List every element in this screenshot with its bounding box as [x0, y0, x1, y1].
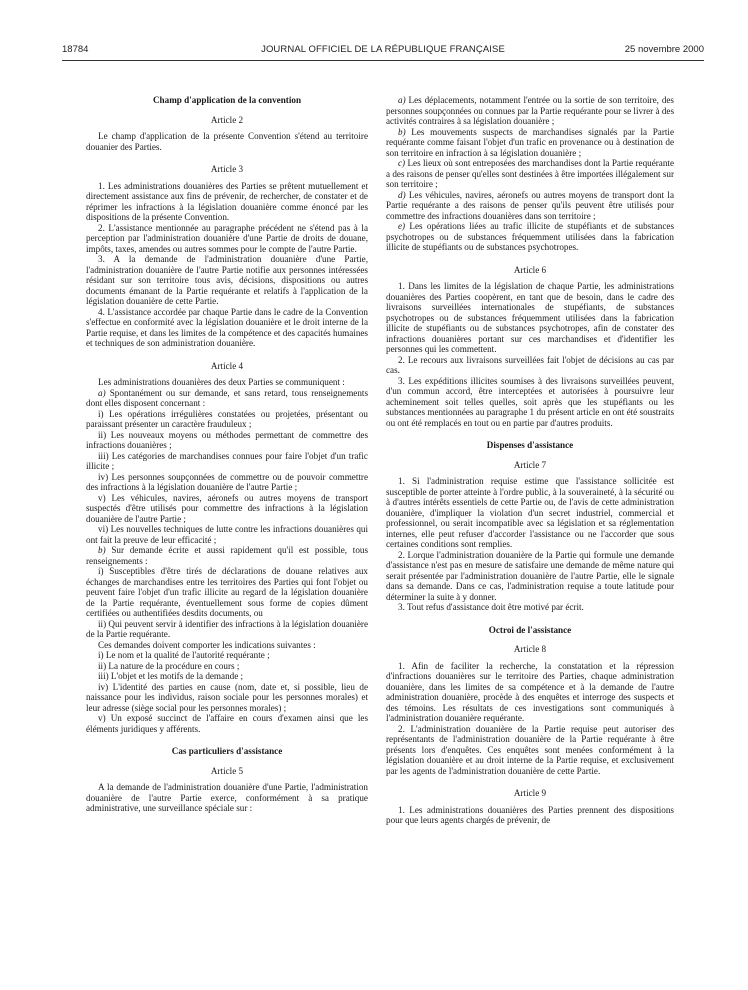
section-heading: Champ d'application de la convention: [152, 95, 302, 105]
paragraph: 1. Afin de faciliter la recherche, la constatation et la répression d'infractions douanières sur le territoire des Parties, chaque administration douanière, dans les limites de sa compétence et à la demande de l'autre administration douanière, procède à des enquêtes et interroge des suspects et des témoins. Les résultats de ces investigations sont communiqués à l'administration douanière requérante.: [386, 660, 674, 723]
item-letter: a): [398, 95, 406, 105]
item-text: Les véhicules, navires, aéronefs ou autres moyens de transport dont la Partie requérante a des raisons de penser qu'ils peuvent être utilisés pour commettre des infractions douanières dans son territoire ;: [386, 189, 674, 221]
item-letter: c): [398, 158, 406, 168]
list-item: ii) Qui peuvent servir à identifier des infractions à la législation douanière de la Partie requérante.: [86, 618, 368, 639]
article-heading: Article 6: [513, 264, 547, 275]
paragraph: 3. Tout refus d'assistance doit être motivé par écrit.: [398, 602, 584, 612]
list-item: ii) La nature de la procédure en cours ;: [98, 660, 240, 671]
paragraph: 3. A la demande de l'administration douanière d'une Partie, l'administration douanière de l'autre Partie notifie aux personnes intéressées résidant sur son territoire tous avis, décisions, dispositions ou autres documents émanant de la Partie requérante et relatifs à l'application de la législation douanière de cette Partie.: [86, 254, 368, 306]
paragraph: 3. Les expéditions illicites soumises à des livraisons surveillées peuvent, d'un commun accord, être interceptées et autorisées à poursuivre leur acheminement soit telles quelles, soit après que les stupéfiants ou les substances mentionnées au paragraphe 1 du présent article en ont été soustraits ou ont été remplacés en tout ou en partie par d'autres produits.: [386, 375, 674, 428]
list-item: iii) Les catégories de marchandises connues pour faire l'objet d'un trafic illicite ;: [86, 450, 368, 471]
list-item: iii) L'objet et les motifs de la demande ;: [98, 671, 244, 681]
list-item: [386, 95, 674, 127]
section-heading: Dispenses d'assistance: [486, 440, 574, 450]
list-item: [386, 190, 674, 222]
paragraph: Ces demandes doivent comporter les indications suivantes :: [98, 639, 316, 650]
article-heading: Article 7: [513, 459, 547, 470]
paragraph: 2. Le recours aux livraisons surveillées fait l'objet de décisions au cas par cas.: [386, 354, 674, 375]
list-item: i) Susceptibles d'être tirés de déclarations de douane relatives aux échanges de marchandises entre les territoires des Parties qui font l'objet ou peuvent faire l'objet d'un trafic illicite au regard de la législation douanière de la Partie requérante, éventuellement sous forme de copies dûment certifiées ou authentifiées desdits documents, ou: [86, 566, 368, 618]
section-heading: Octroi de l'assistance: [488, 624, 572, 635]
list-item: i) Les opérations irrégulières constatées ou projetées, présentant ou paraissant présenter un caractère frauduleux ;: [86, 408, 368, 429]
list-item: iv) Les personnes soupçonnées de commettre ou de pouvoir commettre des infractions à la législation douanière de l'autre Partie ;: [86, 471, 368, 492]
page-number: 18784: [62, 44, 89, 55]
article-heading: Article 3: [210, 164, 244, 174]
page-header: [62, 44, 704, 58]
list-item: i) Le nom et la qualité de l'autorité requérante ;: [98, 650, 270, 660]
article-heading: Article 2: [210, 114, 244, 125]
item-text: Spontanément ou sur demande, et sans retard, tous renseignements dont elles disposent concernant :: [86, 387, 368, 408]
article-heading: Article 8: [513, 644, 547, 654]
item-text: Les déplacements, notamment l'entrée ou la sortie de son territoire, des personnes soupçonnées ou connues par la Partie requérante pour se livrer à des activités contraires à sa législation douanière ;: [386, 95, 674, 126]
section-heading: Cas particuliers d'assistance: [171, 746, 283, 756]
paragraph: [86, 545, 368, 566]
article-heading: Article 4: [210, 360, 244, 371]
paragraph: [86, 388, 368, 409]
list-item: [386, 158, 674, 190]
item-text: Les opérations liées au trafic illicite de stupéfiants et de substances psychotropes ou de substances fréquemment utilisées dans la fabrication illicite de stupéfiants ou de substances psychotropes.: [386, 221, 674, 252]
item-text: Les mouvements suspects de marchandises signalés par la Partie requérante comme faisant l'objet d'un trafic en provenance ou à destination de son territoire en infraction à sa législation douanière ;: [386, 126, 674, 158]
list-item: iv) L'identité des parties en cause (nom, date et, si possible, lieu de naissance pour les individus, raison sociale pour les personnes morales) et leur adresse (siège social pour les personnes morales) ;: [86, 681, 368, 713]
paragraph: Le champ d'application de la présente Convention s'étend au territoire douanier des Parties.: [86, 131, 368, 152]
publication-date: 25 novembre 2000: [624, 44, 704, 55]
list-item: v) Les véhicules, navires, aéronefs ou autres moyens de transport suspectés d'être utilisés pour commettre des infractions à la législation douanière de l'autre Partie ;: [86, 492, 368, 524]
item-letter: b): [98, 545, 106, 555]
paragraph: 2. L'assistance mentionnée au paragraphe précédent ne s'étend pas à la perception par l'administration douanière d'une Partie de droits de douane, impôts, taxes, amendes ou autres sommes pour le compte de l'autre Partie.: [86, 222, 368, 254]
item-letter: a): [98, 387, 106, 398]
article-heading: Article 9: [513, 788, 547, 798]
item-letter: d): [398, 189, 406, 200]
paragraph: 4. L'assistance accordée par chaque Partie dans le cadre de la Convention s'effectue en conformité avec la législation douanière et le droit interne de la Partie requise, et dans les limites de la compétence et des capacités humaines et techniques de son administration douanière.: [86, 306, 368, 348]
list-item: v) Un exposé succinct de l'affaire en cours d'examen ainsi que les éléments juridiques y afférents.: [86, 713, 368, 734]
list-item: [386, 127, 674, 159]
paragraph: 1. Dans les limites de la législation de chaque Partie, les administrations douanières des Parties coopèrent, en tant que de besoin, dans le cadre des livraisons surveillées internationales de stupéfiants, de substances psychotropes ou de substances fréquemment utilisées dans la fabrication illicite de stupéfiants ou de substances psychotropes, afin de constater des infractions douanières portant sur ces marchandises et d'identifier les personnes qui les commettent.: [386, 281, 674, 354]
paragraph: Les administrations douanières des deux Parties se communiquent :: [98, 377, 345, 387]
paragraph: 2. L'administration douanière de la Partie requise peut autoriser des représentants de l'administration douanière de la Partie requérante à être présents lors d'enquêtes. Ces enquêtes sont menées conformément à la législation douanière et au droit interne de la Partie requise, et exclusivement par les agents de l'administration douanière de cette Partie.: [386, 723, 674, 776]
paragraph: 1. Les administrations douanières des Parties se prêtent mutuellement et directement assistance aux fins de prévenir, de rechercher, de constater et de réprimer les infractions à la législation douanière comme énoncé par les dispositions de la présente Convention.: [86, 180, 368, 222]
paragraph: 1. Si l'administration requise estime que l'assistance sollicitée est susceptible de porter atteinte à l'ordre public, à la souveraineté, à la sécurité ou à d'autres intérêts essentiels de cette Partie ou, de l'avis de cette administration douanière, d'impliquer la violation d'un secret industriel, commercial et professionnel, ou serait incompatible avec sa législation et sa réglementation internes, elle peut refuser d'accorder l'assistance ou ne l'accorder que sous certaines conditions sont remplies.: [386, 476, 674, 549]
item-letter: b): [398, 126, 406, 137]
paragraph: 2. Lorque l'administration douanière de la Partie qui formule une demande d'assistance n'est pas en mesure de satisfaire une demande de même nature qui serait présentée par l'administration douanière de l'autre Partie, elle le signale dans sa demande. Dans ce cas, l'administration requise a toute latitude pour déterminer la suite à y donner.: [386, 549, 674, 602]
paragraph: A la demande de l'administration douanière d'une Partie, l'administration douanière de l'autre Partie exerce, conformément à sa pratique administrative, une surveillance spéciale sur :: [86, 782, 368, 813]
left-column: [86, 95, 368, 814]
header-rule: [62, 60, 704, 61]
item-letter: e): [398, 221, 406, 231]
list-item: [386, 221, 674, 253]
list-item: vi) Les nouvelles techniques de lutte contre les infractions douanières qui ont fait la preuve de leur efficacité ;: [86, 524, 368, 545]
journal-title: JOURNAL OFFICIEL DE LA RÉPUBLIQUE FRANÇAISE: [261, 44, 505, 55]
item-text: Sur demande écrite et aussi rapidement qu'il est possible, tous renseignements :: [86, 545, 368, 566]
article-heading: Article 5: [210, 765, 244, 776]
right-column: [386, 95, 674, 826]
item-text: Les lieux où sont entreposées des marchandises dont la Partie requérante a des raisons de penser qu'elles sont destinées à être importées illégalement sur son territoire ;: [386, 158, 674, 189]
list-item: ii) Les nouveaux moyens ou méthodes permettant de commettre des infractions douanières ;: [86, 429, 368, 450]
paragraph: 1. Les administrations douanières des Parties prennent des dispositions pour que leurs agents chargés de prévenir, de: [386, 804, 674, 825]
